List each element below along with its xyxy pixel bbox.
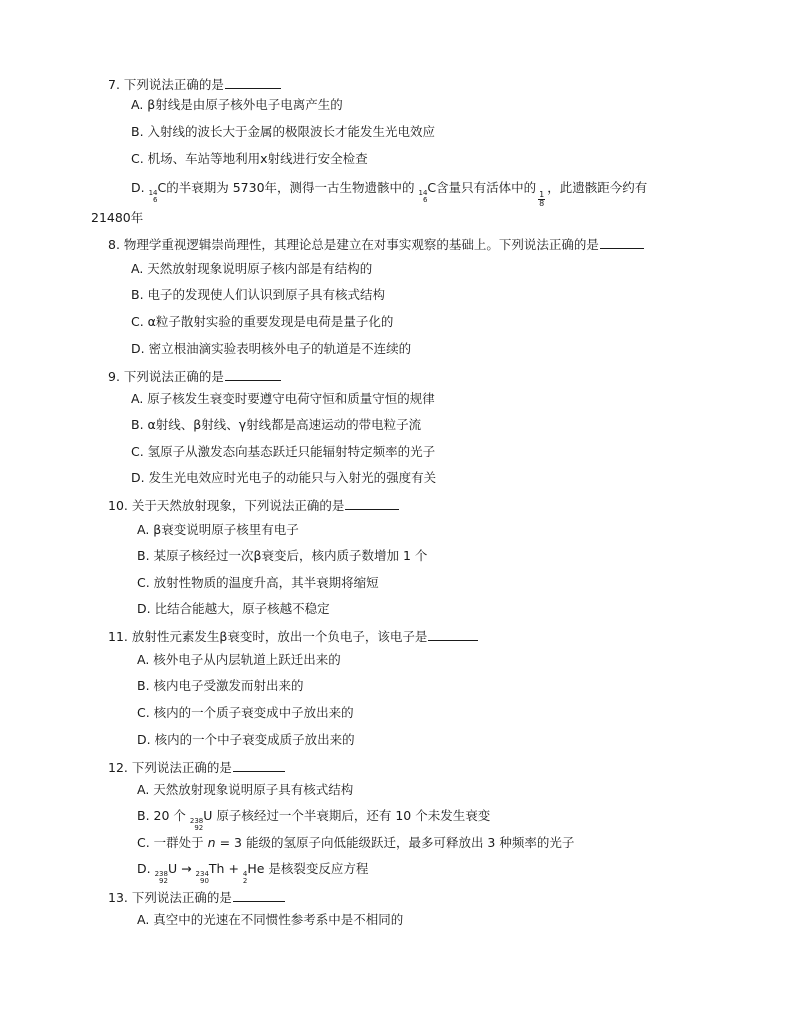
question-13-stem: 13. 下列说法正确的是 xyxy=(108,889,285,906)
answer-blank xyxy=(428,628,478,641)
question-8-option-b: B. 电子的发现使人们认识到原子具有核式结构 xyxy=(131,287,386,302)
question-11-option-a: A. 核外电子从内层轨道上跃迁出来的 xyxy=(137,652,341,667)
isotope-u238: 238 92 xyxy=(154,870,168,885)
question-12-option-a: A. 天然放射现象说明原子具有核式结构 xyxy=(137,782,354,797)
question-8-stem: 8. 物理学重视逻辑崇尚理性，其理论总是建立在对事实观察的基础上。下列说法正确的是 xyxy=(108,236,644,253)
answer-blank xyxy=(225,368,281,381)
question-7-stem: 7. 下列说法正确的是 xyxy=(108,76,281,93)
isotope-th234: 234 90 xyxy=(195,870,209,885)
question-7-option-b: B. 入射线的波长大于金属的极限波长才能发生光电效应 xyxy=(131,124,436,139)
question-8-option-c: C. α粒子散射实验的重要发现是电荷是量子化的 xyxy=(131,314,394,329)
answer-blank xyxy=(345,497,399,510)
question-11-option-b: B. 核内电子受激发而射出来的 xyxy=(137,678,304,693)
answer-blank xyxy=(233,889,285,902)
fraction-one-eighth: $\frac{1}{8}$ xyxy=(539,190,545,208)
question-10-option-c: C. 放射性物质的温度升高，其半衰期将缩短 xyxy=(137,575,379,590)
answer-blank xyxy=(233,759,285,772)
question-9-option-d: D. 发生光电效应时光电子的动能只与入射光的强度有关 xyxy=(131,470,437,485)
question-12-option-d: D. 238 92 U → 234 90 Th + 4 2 He 是核裂变反应方程 xyxy=(137,861,369,885)
question-7-option-d: D. 14 6 C的半衰期为 5730年，测得一古生物遗骸中的 14 6 C含量只有活体中的 $\frac{1}{8}$ ，此遗骸距今约有 xyxy=(131,180,648,208)
answer-blank xyxy=(600,236,644,249)
question-7-option-a: A. β射线是由原子核外电子电离产生的 xyxy=(131,97,343,112)
question-9-option-c: C. 氢原子从激发态向基态跃迁只能辐射特定频率的光子 xyxy=(131,444,436,459)
isotope-c14: 14 6 xyxy=(418,189,428,204)
question-12-option-c: C. 一群处于 n = 3 能级的氢原子向低能级跃迁，最多可释放出 3 种频率的光子 xyxy=(137,835,575,850)
question-7-option-d-wrap: 21480年 xyxy=(91,210,144,225)
question-11-option-c: C. 核内的一个质子衰变成中子放出来的 xyxy=(137,705,354,720)
isotope-he4: 4 2 xyxy=(242,870,248,885)
question-8-option-a: A. 天然放射现象说明原子核内部是有结构的 xyxy=(131,261,373,276)
question-12-stem: 12. 下列说法正确的是 xyxy=(108,759,285,776)
question-9-option-a: A. 原子核发生衰变时要遵守电荷守恒和质量守恒的规律 xyxy=(131,391,435,406)
question-11-option-d: D. 核内的一个中子衰变成质子放出来的 xyxy=(137,732,355,747)
question-10-stem: 10. 关于天然放射现象，下列说法正确的是 xyxy=(108,497,399,514)
question-13-option-a: A. 真空中的光速在不同惯性参考系中是不相同的 xyxy=(137,912,404,927)
isotope-c14: 14 6 xyxy=(148,189,158,204)
isotope-u238: 238 92 xyxy=(189,817,204,832)
question-9-option-b: B. α射线、β射线、γ射线都是高速运动的带电粒子流 xyxy=(131,417,422,432)
answer-blank xyxy=(225,76,281,89)
question-10-option-a: A. β衰变说明原子核里有电子 xyxy=(137,522,299,537)
question-9-stem: 9. 下列说法正确的是 xyxy=(108,368,281,385)
question-12-option-b: B. 20 个 238 92 U 原子核经过一个半衰期后，还有 10 个未发生衰变 xyxy=(137,808,491,832)
question-7-option-c: C. 机场、车站等地利用x射线进行安全检查 xyxy=(131,151,368,166)
question-10-option-d: D. 比结合能越大，原子核越不稳定 xyxy=(137,601,330,616)
question-10-option-b: B. 某原子核经过一次β衰变后，核内质子数增加 1 个 xyxy=(137,548,428,563)
question-11-stem: 11. 放射性元素发生β衰变时，放出一个负电子，该电子是 xyxy=(108,628,478,645)
question-8-option-d: D. 密立根油滴实验表明核外电子的轨道是不连续的 xyxy=(131,341,412,356)
